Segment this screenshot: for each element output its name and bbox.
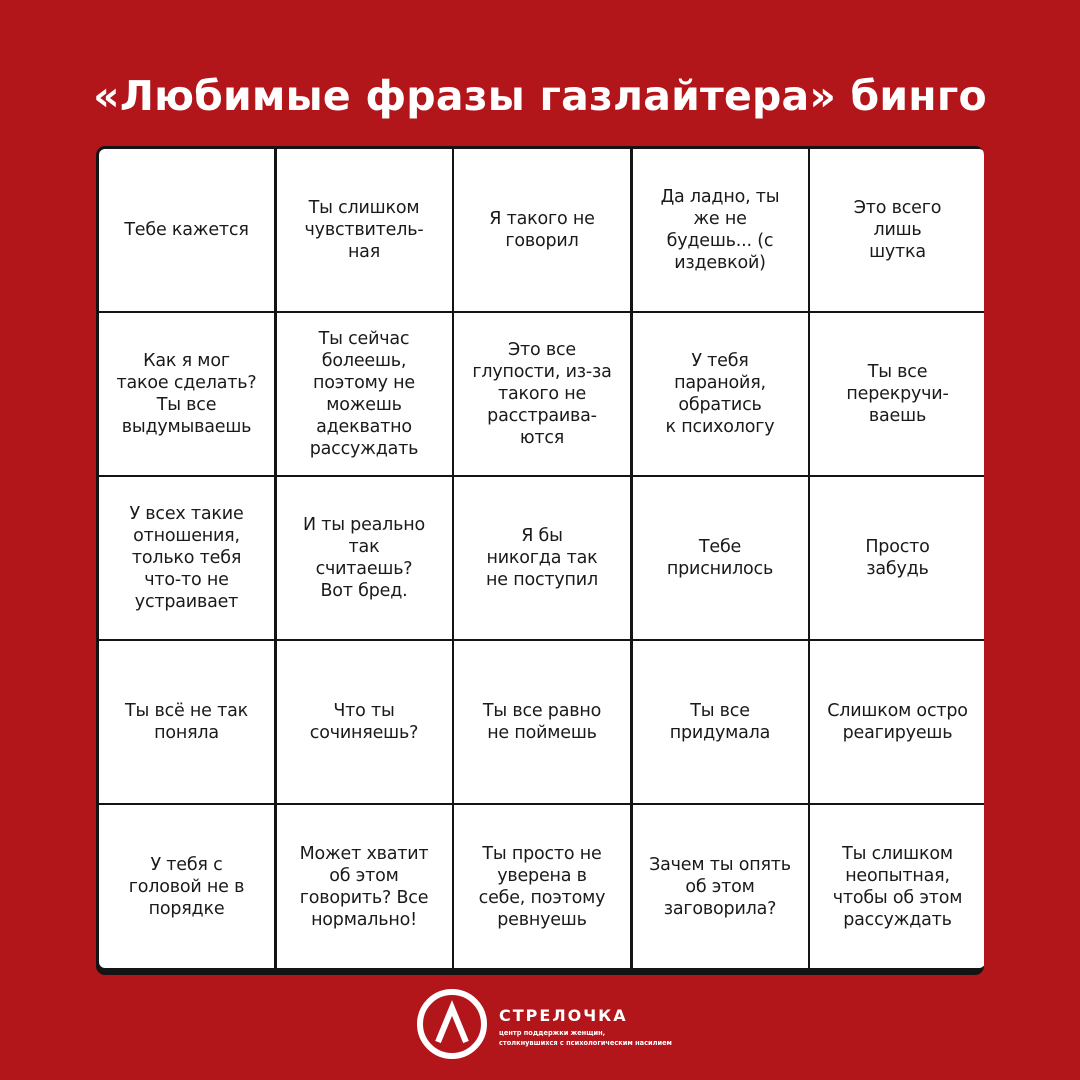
bingo-cell: Может хватит об этом говорить? Все нормально!	[277, 805, 452, 968]
bingo-cell: Я бы никогда так не поступил	[454, 477, 630, 639]
bingo-cell: У тебя паранойя, обратись к психологу	[633, 313, 808, 475]
bingo-cell: Тебе кажется	[99, 149, 274, 311]
bingo-cell: Как я мог такое сделать? Ты все выдумываешь	[99, 313, 274, 475]
page-title: «Любимые фразы газлайтера» бинго	[93, 72, 987, 120]
bingo-cell: Да ладно, ты же не будешь... (с издевкой)	[633, 149, 808, 311]
bingo-cell: Тебе приснилось	[633, 477, 808, 639]
bingo-cell: Ты всё не так поняла	[99, 641, 274, 803]
bingo-cell: Что ты сочиняешь?	[277, 641, 452, 803]
organization-logo	[416, 988, 716, 1068]
bingo-cell: Слишком остро реагируешь	[810, 641, 984, 803]
bingo-cell: Ты слишком чувствитель- ная	[277, 149, 452, 311]
bingo-cell: Ты все придумала	[633, 641, 808, 803]
bingo-cell: Зачем ты опять об этом заговорила?	[633, 805, 808, 968]
bingo-cell: Просто забудь	[810, 477, 984, 639]
logo-name: СТРЕЛОЧКА	[499, 1006, 628, 1025]
bingo-cell: Ты сейчас болеешь, поэтому не можешь адекватно рассуждать	[277, 313, 452, 475]
bingo-cell: У всех такие отношения, только тебя что-то не устраивает	[99, 477, 274, 639]
logo-tagline: центр поддержки женщин, столкнувшихся с психологическим насилием	[499, 1029, 672, 1047]
bingo-cell: Ты все равно не поймешь	[454, 641, 630, 803]
bingo-cell: Ты просто не уверена в себе, поэтому ревнуешь	[454, 805, 630, 968]
bingo-cell: Я такого не говорил	[454, 149, 630, 311]
bingo-cell: И ты реально так считаешь? Вот бред.	[277, 477, 452, 639]
bingo-cell: Это всего лишь шутка	[810, 149, 984, 311]
bingo-grid	[99, 149, 981, 972]
bingo-cell: У тебя с головой не в порядке	[99, 805, 274, 968]
bingo-cell: Ты все перекручи- ваешь	[810, 313, 984, 475]
bingo-cell: Ты слишком неопытная, чтобы об этом рассуждать	[810, 805, 984, 968]
bingo-cell: Это все глупости, из-за такого не расстраива- ются	[454, 313, 630, 475]
bingo-board	[96, 146, 984, 975]
arrow-triangle-in-circle-icon	[416, 988, 488, 1060]
